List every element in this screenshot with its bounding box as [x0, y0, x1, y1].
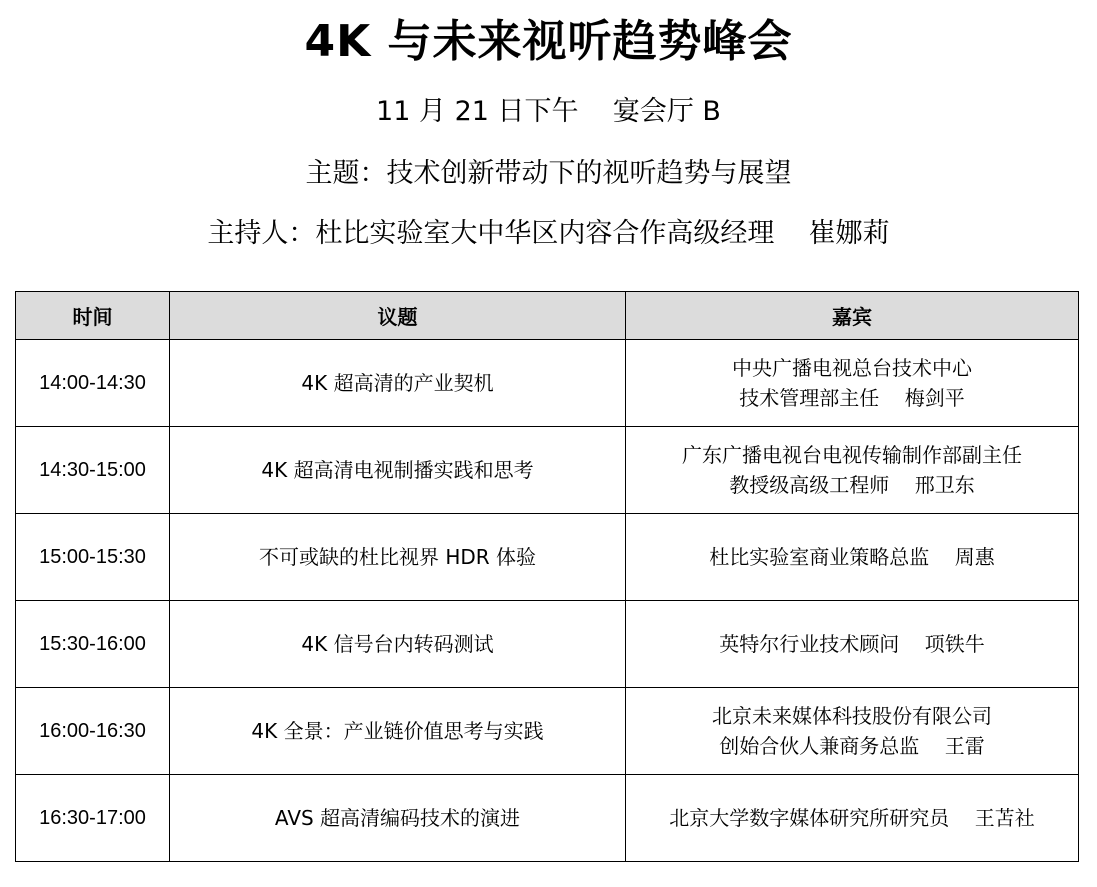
header-guest: 嘉宾	[626, 292, 1079, 340]
session-theme: 主题：技术创新带动下的视听趋势与展望	[305, 158, 792, 189]
session-time-place: 11 月 21 日下午 宴会厅 B	[376, 96, 721, 127]
session-host: 主持人：杜比实验室大中华区内容合作高级经理 崔娜莉	[207, 218, 890, 249]
guest-line: 英特尔行业技术顾问 项铁牛	[719, 632, 985, 656]
row-topic: 4K 超高清电视制播实践和思考	[170, 427, 626, 514]
row-topic: 4K 信号台内转码测试	[170, 601, 626, 688]
row-guest	[626, 514, 1079, 601]
page-title: 4K 与未来视听趋势峰会	[304, 16, 793, 67]
guest-line: 教授级高级工程师 邢卫东	[729, 473, 975, 497]
row-time: 15:00-15:30	[16, 514, 170, 601]
row-time: 14:00-14:30	[16, 340, 170, 427]
row-time: 16:30-17:00	[16, 775, 170, 862]
row-time: 15:30-16:00	[16, 601, 170, 688]
row-guest	[626, 775, 1079, 862]
row-topic: 4K 全景：产业链价值思考与实践	[170, 688, 626, 775]
guest-line: 广东广播电视台电视传输制作部副主任	[682, 443, 1022, 467]
agenda-table	[15, 291, 1079, 862]
header-topic: 议题	[170, 292, 626, 340]
guest-line: 北京大学数字媒体研究所研究员 王苫社	[669, 806, 1035, 830]
row-time: 14:30-15:00	[16, 427, 170, 514]
row-topic: 不可或缺的杜比视界 HDR 体验	[170, 514, 626, 601]
guest-line: 中央广播电视总台技术中心	[732, 356, 972, 380]
guest-line: 北京未来媒体科技股份有限公司	[712, 704, 992, 728]
row-guest	[626, 427, 1079, 514]
table-row	[16, 601, 1079, 688]
guest-line: 技术管理部主任 梅剑平	[739, 386, 965, 410]
table-row	[16, 775, 1079, 862]
guest-line: 创始合伙人兼商务总监 王雷	[719, 734, 985, 758]
row-guest	[626, 340, 1079, 427]
row-guest	[626, 688, 1079, 775]
guest-line: 杜比实验室商业策略总监 周惠	[709, 545, 995, 569]
table-row	[16, 427, 1079, 514]
row-topic: AVS 超高清编码技术的演进	[170, 775, 626, 862]
table-row	[16, 340, 1079, 427]
row-guest	[626, 601, 1079, 688]
header-time: 时间	[16, 292, 170, 340]
table-row	[16, 688, 1079, 775]
row-time: 16:00-16:30	[16, 688, 170, 775]
table-row	[16, 514, 1079, 601]
agenda-header-row	[16, 292, 1079, 340]
row-topic: 4K 超高清的产业契机	[170, 340, 626, 427]
